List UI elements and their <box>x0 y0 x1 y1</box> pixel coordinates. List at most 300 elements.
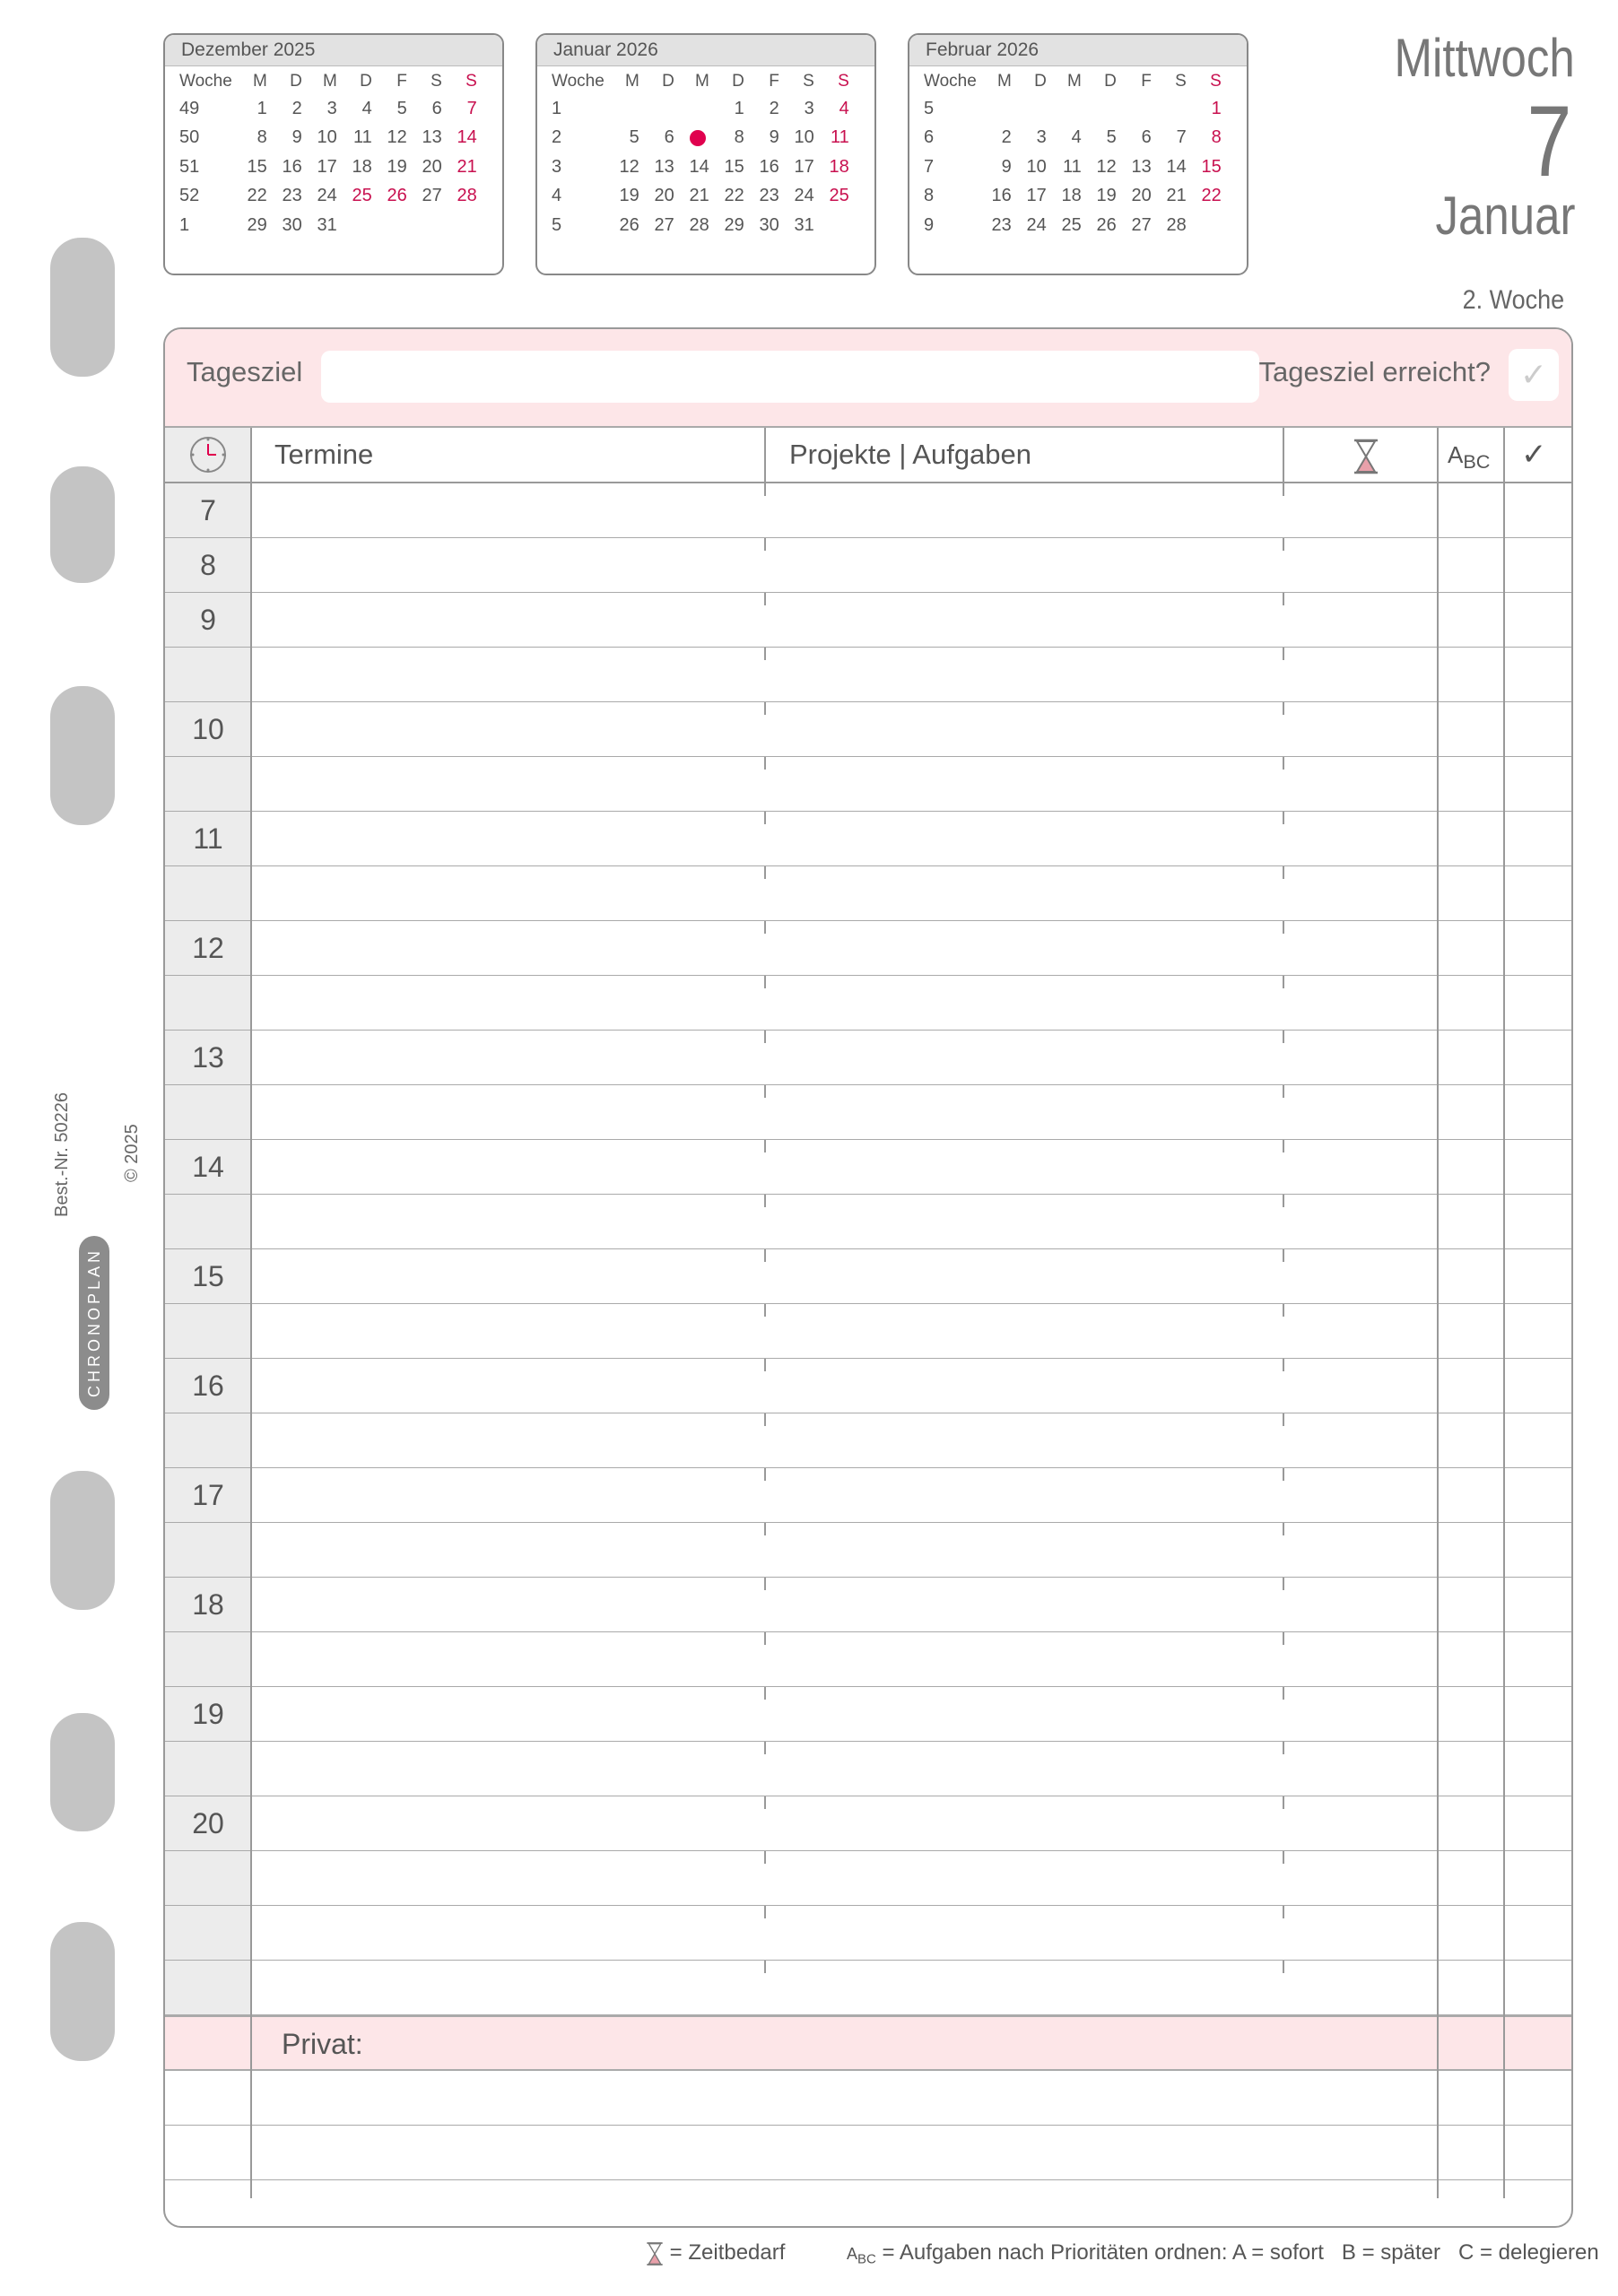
mini-calendar-week-row <box>552 152 849 182</box>
week-number-cell: 3 <box>552 156 562 177</box>
week-number-cell: 9 <box>924 214 935 235</box>
day-cell: 26 <box>619 214 639 235</box>
mini-calendar-title: Januar 2026 <box>537 35 874 66</box>
row-tick <box>764 593 766 605</box>
day-planner <box>163 327 1573 2228</box>
day-cell: 3 <box>1036 127 1047 148</box>
row-tick <box>764 1359 766 1371</box>
row-tick <box>1283 1851 1284 1864</box>
today-marker-icon <box>690 130 706 146</box>
day-cell <box>639 94 674 124</box>
privat-row[interactable] <box>165 2180 1571 2228</box>
hour-label: 12 <box>192 932 224 964</box>
day-cell: 12 <box>387 127 407 148</box>
privat-label: Privat: <box>282 2028 363 2060</box>
day-cell: 9 <box>1001 156 1012 177</box>
time-slot-row[interactable] <box>165 976 1571 1031</box>
row-tick <box>764 1140 766 1152</box>
mini-calendar-week-row <box>179 152 477 182</box>
day-cell: 15 <box>247 156 267 177</box>
day-cell: 28 <box>689 214 709 235</box>
day-cell: 21 <box>689 186 709 206</box>
day-cell: 31 <box>794 214 814 235</box>
day-cell: 10 <box>794 127 814 148</box>
mini-calendar-title: Dezember 2025 <box>165 35 502 66</box>
footer-legend-time <box>646 2240 785 2266</box>
mini-calendar-week-row <box>552 124 849 153</box>
row-tick <box>1283 1523 1284 1535</box>
day-cell: S <box>1210 71 1222 91</box>
week-number-cell: 5 <box>924 98 935 118</box>
day-number: 7 <box>1527 85 1571 197</box>
day-cell: 12 <box>1096 156 1117 177</box>
column-divider <box>1283 428 1284 483</box>
day-cell: 9 <box>291 127 302 148</box>
row-tick <box>1283 757 1284 770</box>
row-tick <box>764 866 766 879</box>
week-number-cell: 7 <box>924 156 935 177</box>
day-cell: 7 <box>1176 127 1187 148</box>
day-cell: D <box>360 71 372 91</box>
day-cell <box>1152 94 1187 124</box>
day-cell: 18 <box>1061 186 1082 206</box>
mini-calendar-header-row <box>552 68 849 94</box>
day-cell <box>1047 94 1082 124</box>
row-tick <box>764 1468 766 1481</box>
mini-calendar-table <box>924 68 1222 240</box>
termine-header: Termine <box>274 439 374 470</box>
day-cell: 14 <box>1166 156 1187 177</box>
punch-hole <box>50 466 115 583</box>
day-cell: 20 <box>654 186 674 206</box>
row-tick <box>764 1085 766 1098</box>
time-slot-row[interactable] <box>165 1796 1571 1851</box>
week-number-cell: 5 <box>552 214 562 235</box>
hour-label: 15 <box>192 1260 224 1292</box>
hour-label: 8 <box>200 549 216 581</box>
time-slot-row[interactable] <box>165 1687 1571 1742</box>
daily-goal-bar <box>165 329 1571 428</box>
row-tick <box>1283 538 1284 551</box>
day-cell: 7 <box>466 98 477 118</box>
time-slot-row[interactable] <box>165 1413 1571 1468</box>
day-cell: 15 <box>724 156 744 177</box>
day-cell: 5 <box>396 98 407 118</box>
time-slot-row[interactable] <box>165 921 1571 976</box>
day-cell: F <box>769 71 779 91</box>
time-slot-row[interactable] <box>165 1742 1571 1796</box>
day-cell: D <box>1104 71 1117 91</box>
day-cell: 29 <box>724 214 744 235</box>
day-cell: 10 <box>317 127 337 148</box>
row-tick <box>764 1523 766 1535</box>
day-cell: 27 <box>422 186 442 206</box>
day-cell: 26 <box>387 186 407 206</box>
day-cell <box>407 211 442 240</box>
day-cell: S <box>803 71 814 91</box>
day-cell: 6 <box>431 98 442 118</box>
row-tick <box>1283 1304 1284 1317</box>
time-slot-row[interactable] <box>165 648 1571 702</box>
day-cell: D <box>1034 71 1047 91</box>
day-cell: 5 <box>629 127 639 148</box>
row-tick <box>1283 1468 1284 1481</box>
row-tick <box>764 921 766 934</box>
row-tick <box>764 1031 766 1043</box>
row-tick <box>764 538 766 551</box>
day-cell: 23 <box>282 186 302 206</box>
punch-hole <box>50 1922 115 2061</box>
time-slot-row[interactable] <box>165 1632 1571 1687</box>
row-tick <box>1283 1413 1284 1426</box>
day-cell: 17 <box>1026 186 1047 206</box>
day-cell: M <box>996 71 1012 91</box>
day-cell: 16 <box>991 186 1012 206</box>
time-slot-row[interactable] <box>165 757 1571 812</box>
mini-calendar-week-row <box>552 211 849 240</box>
day-cell: 4 <box>1071 127 1082 148</box>
day-cell: 18 <box>352 156 372 177</box>
row-tick <box>764 1851 766 1864</box>
day-cell: 2 <box>769 98 779 118</box>
row-tick <box>764 1249 766 1262</box>
row-tick <box>764 1906 766 1918</box>
day-cell: 17 <box>317 156 337 177</box>
day-cell: 13 <box>1131 156 1152 177</box>
day-cell: 11 <box>1063 156 1082 177</box>
day-cell: 1 <box>734 98 744 118</box>
row-tick <box>764 1195 766 1207</box>
row-tick <box>1283 483 1284 496</box>
day-cell: 13 <box>422 127 442 148</box>
day-cell: 25 <box>352 186 372 206</box>
mini-calendar-week-row <box>179 94 477 124</box>
day-cell: 29 <box>247 214 267 235</box>
row-tick <box>1283 1961 1284 1973</box>
day-cell: S <box>465 71 477 91</box>
time-slot-row[interactable] <box>165 1578 1571 1632</box>
day-cell <box>1117 94 1152 124</box>
time-slot-row[interactable] <box>165 1961 1571 2015</box>
row-tick <box>1283 812 1284 824</box>
day-cell: D <box>662 71 674 91</box>
day-cell: 20 <box>422 156 442 177</box>
day-cell: 31 <box>317 214 337 235</box>
row-tick <box>1283 1195 1284 1207</box>
day-cell: 27 <box>1131 214 1152 235</box>
column-divider <box>1437 428 1439 2198</box>
week-number-cell: Woche <box>552 71 605 91</box>
day-cell: 10 <box>1026 156 1047 177</box>
day-cell: 25 <box>1061 214 1082 235</box>
week-label: 2. Woche <box>1462 285 1564 315</box>
row-tick <box>1283 921 1284 934</box>
day-cell: 11 <box>831 127 849 148</box>
day-cell: 16 <box>282 156 302 177</box>
row-tick <box>764 1687 766 1700</box>
day-cell: 24 <box>1026 214 1047 235</box>
day-cell: 5 <box>1106 127 1117 148</box>
hour-label: 10 <box>192 713 224 745</box>
mini-calendar-week-row <box>552 182 849 212</box>
day-cell <box>674 124 709 153</box>
daily-goal-label: Tagesziel <box>187 356 303 387</box>
row-tick <box>1283 1085 1284 1098</box>
row-tick <box>764 483 766 496</box>
mini-calendar-week-row <box>179 211 477 240</box>
day-cell: 19 <box>1096 186 1117 206</box>
mini-calendar-table <box>552 68 849 240</box>
day-cell: 27 <box>654 214 674 235</box>
day-cell: 30 <box>759 214 779 235</box>
footer-zeitbedarf: = Zeitbedarf <box>669 2240 786 2265</box>
day-cell: 3 <box>804 98 814 118</box>
day-cell: 20 <box>1131 186 1152 206</box>
column-divider <box>250 428 252 2198</box>
row-tick <box>1283 1359 1284 1371</box>
mini-calendar-week-row <box>924 124 1222 153</box>
hourglass-icon <box>1353 439 1379 474</box>
day-cell <box>1012 94 1047 124</box>
footer-legend-priority <box>847 2240 1599 2267</box>
mini-calendar-header-row <box>924 68 1222 94</box>
day-cell: D <box>290 71 302 91</box>
day-cell: 1 <box>257 98 267 118</box>
row-tick <box>764 976 766 988</box>
day-cell: 2 <box>291 98 302 118</box>
day-cell: 3 <box>326 98 337 118</box>
day-cell: M <box>322 71 337 91</box>
day-cell: M <box>694 71 709 91</box>
week-number-cell: 1 <box>179 214 190 235</box>
time-slot-row[interactable] <box>165 1468 1571 1523</box>
time-slot-row[interactable] <box>165 1085 1571 1140</box>
mini-calendar-table <box>179 68 477 240</box>
mini-calendar-february <box>908 33 1248 275</box>
row-tick <box>1283 1249 1284 1262</box>
time-slot-row[interactable] <box>165 866 1571 921</box>
day-cell: 30 <box>282 214 302 235</box>
goal-reached-label: Tagesziel erreicht? <box>1258 356 1491 387</box>
brand-label: CHRONOPLAN <box>85 1247 103 1397</box>
punch-hole <box>50 686 115 825</box>
hour-label: 9 <box>200 604 216 636</box>
week-number-cell: 50 <box>179 127 200 148</box>
day-cell: 26 <box>1096 214 1117 235</box>
row-tick <box>1283 1031 1284 1043</box>
day-cell: 6 <box>664 127 674 148</box>
row-tick <box>1283 866 1284 879</box>
order-number: Best.-Nr. 50226 <box>52 1092 72 1217</box>
hour-label: 11 <box>193 822 223 855</box>
row-tick <box>1283 1140 1284 1152</box>
week-number-cell: Woche <box>179 71 232 91</box>
time-slot-row[interactable] <box>165 1195 1571 1249</box>
hour-label: 17 <box>192 1479 224 1511</box>
mini-calendar-week-row <box>924 152 1222 182</box>
time-slot-row[interactable] <box>165 702 1571 757</box>
week-number-cell: Woche <box>924 71 977 91</box>
row-tick <box>764 757 766 770</box>
day-cell <box>977 94 1012 124</box>
weekday-label: Mittwoch <box>1394 28 1575 88</box>
row-tick <box>764 648 766 660</box>
week-number-cell: 49 <box>179 98 200 118</box>
day-cell: D <box>732 71 744 91</box>
month-label: Januar <box>1435 186 1575 246</box>
time-slot-row[interactable] <box>165 1304 1571 1359</box>
week-number-cell: 6 <box>924 127 935 148</box>
day-cell: 11 <box>353 127 372 148</box>
day-cell: S <box>838 71 849 91</box>
day-cell: 23 <box>759 186 779 206</box>
day-cell: 22 <box>1201 186 1222 206</box>
day-cell: F <box>1141 71 1152 91</box>
day-cell: M <box>252 71 267 91</box>
row-tick <box>1283 976 1284 988</box>
clock-icon <box>188 435 228 474</box>
row-tick <box>1283 1687 1284 1700</box>
week-number-cell: 4 <box>552 186 562 206</box>
day-cell: 6 <box>1141 127 1152 148</box>
hour-label: 14 <box>192 1151 224 1183</box>
day-cell <box>814 211 849 240</box>
time-slot-row[interactable] <box>165 1851 1571 1906</box>
day-cell: 28 <box>1166 214 1187 235</box>
mini-calendar-week-row <box>924 182 1222 212</box>
column-header-row <box>165 428 1571 483</box>
time-slot-row[interactable] <box>165 1140 1571 1195</box>
day-cell: M <box>1066 71 1082 91</box>
privat-row[interactable] <box>165 2126 1571 2180</box>
hour-label: 7 <box>200 494 216 526</box>
row-tick <box>1283 648 1284 660</box>
mini-calendar-title: Februar 2026 <box>909 35 1247 66</box>
punch-hole <box>50 1471 115 1610</box>
day-cell: 12 <box>619 156 639 177</box>
day-cell: M <box>624 71 639 91</box>
time-slot-row[interactable] <box>165 483 1571 538</box>
day-cell: 2 <box>1001 127 1012 148</box>
week-number-cell: 51 <box>179 156 200 177</box>
hourglass-icon <box>646 2241 664 2266</box>
time-slot-row[interactable] <box>165 1031 1571 1085</box>
day-cell: 21 <box>457 156 477 177</box>
day-cell <box>337 211 372 240</box>
mini-calendar-week-row <box>179 182 477 212</box>
day-cell: 28 <box>457 186 477 206</box>
day-cell: 14 <box>689 156 709 177</box>
day-cell: S <box>1175 71 1187 91</box>
row-tick <box>1283 702 1284 715</box>
row-tick <box>1283 1796 1284 1809</box>
brand-badge <box>79 1236 109 1410</box>
day-cell: 17 <box>794 156 814 177</box>
row-tick <box>1283 1578 1284 1590</box>
punch-hole <box>50 1713 115 1831</box>
row-tick <box>764 1961 766 1973</box>
day-cell: 13 <box>654 156 674 177</box>
day-cell: 16 <box>759 156 779 177</box>
priority-abc-icon: $A_{BC}$ <box>847 2245 876 2267</box>
mini-calendar-header-row <box>179 68 477 94</box>
day-cell: 15 <box>1201 156 1222 177</box>
day-cell <box>442 211 477 240</box>
hour-label: 19 <box>192 1698 224 1730</box>
time-slot-row[interactable] <box>165 1249 1571 1304</box>
priority-abc-icon: $A_{BC}$ <box>1448 441 1491 474</box>
done-check-header: ✓ <box>1521 438 1547 472</box>
time-slot-row[interactable] <box>165 1359 1571 1413</box>
copyright-label: © 2025 <box>122 1124 142 1182</box>
row-tick <box>1283 1742 1284 1754</box>
day-cell: 24 <box>794 186 814 206</box>
time-slot-row[interactable] <box>165 1906 1571 1961</box>
time-slot-row[interactable] <box>165 1523 1571 1578</box>
day-cell: 22 <box>247 186 267 206</box>
day-cell: 22 <box>724 186 744 206</box>
day-cell: 19 <box>619 186 639 206</box>
day-cell: 21 <box>1166 186 1187 206</box>
day-cell: 8 <box>734 127 744 148</box>
day-cell <box>372 211 407 240</box>
day-cell <box>1187 211 1222 240</box>
row-tick <box>764 1578 766 1590</box>
day-cell: 8 <box>257 127 267 148</box>
row-tick <box>1283 1906 1284 1918</box>
mini-calendar-january <box>535 33 876 275</box>
day-cell: 24 <box>317 186 337 206</box>
day-cell: 25 <box>829 186 849 206</box>
day-cell <box>674 94 709 124</box>
day-cell: 8 <box>1211 127 1222 148</box>
day-cell: 14 <box>457 127 477 148</box>
hour-label: 18 <box>192 1588 224 1621</box>
mini-calendar-december <box>163 33 504 275</box>
day-cell: 18 <box>829 156 849 177</box>
hour-label: 13 <box>192 1041 224 1074</box>
row-tick <box>764 812 766 824</box>
row-tick <box>1283 593 1284 605</box>
day-cell: S <box>431 71 442 91</box>
week-number-cell: 2 <box>552 127 562 148</box>
punch-hole <box>50 238 115 377</box>
mini-calendar-week-row <box>179 124 477 153</box>
week-number-cell: 1 <box>552 98 562 118</box>
goal-reached-checkbox[interactable]: ✓ <box>1509 349 1559 401</box>
hour-label: 20 <box>192 1807 224 1839</box>
day-cell: 19 <box>387 156 407 177</box>
privat-row[interactable] <box>165 2071 1571 2126</box>
row-tick <box>764 1413 766 1426</box>
day-cell: 1 <box>1211 98 1222 118</box>
privat-header-row <box>165 2015 1571 2071</box>
time-slot-row[interactable] <box>165 812 1571 866</box>
week-number-cell: 8 <box>924 186 935 206</box>
mini-calendar-week-row <box>924 211 1222 240</box>
row-tick <box>764 1632 766 1645</box>
day-cell: 23 <box>991 214 1012 235</box>
day-cell: 4 <box>839 98 849 118</box>
column-divider <box>1503 428 1505 2198</box>
time-slot-row[interactable] <box>165 593 1571 648</box>
time-slot-row[interactable] <box>165 538 1571 593</box>
row-tick <box>764 1796 766 1809</box>
day-cell: 9 <box>769 127 779 148</box>
row-tick <box>764 1742 766 1754</box>
mini-calendar-week-row <box>924 94 1222 124</box>
daily-goal-field[interactable] <box>321 351 1259 403</box>
